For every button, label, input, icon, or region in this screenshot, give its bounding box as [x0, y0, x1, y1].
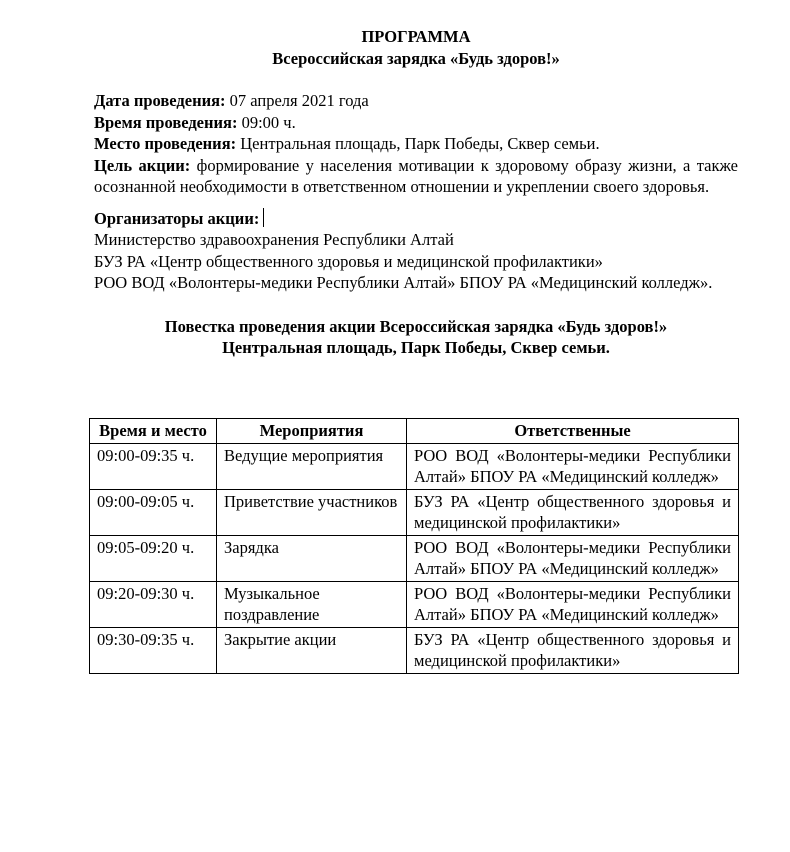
table-row — [90, 627, 739, 673]
time-line — [94, 112, 738, 134]
event-info — [94, 90, 738, 198]
document-subtitle: Всероссийская зарядка «Будь здоров!» — [272, 48, 560, 68]
time-value: 09:00 ч. — [237, 112, 296, 132]
agenda-heading — [94, 316, 738, 359]
row-event: Зарядка — [217, 535, 407, 581]
row-responsible: РОО ВОД «Волонтеры-медики Республики Алтай» БПОУ РА «Медицинский колледж» — [407, 535, 739, 581]
organizer-item: Министерство здравоохранения Республики Алтай — [94, 230, 454, 249]
row-responsible: БУЗ РА «Центр общественного здоровья и медицинской профилактики» — [407, 627, 739, 673]
row-time: 09:00-09:05 ч. — [90, 489, 217, 535]
row-event: Ведущие мероприятия — [217, 443, 407, 489]
goal-line — [94, 155, 738, 198]
table-row — [90, 535, 739, 581]
document-title: ПРОГРАММА — [361, 27, 471, 46]
row-event: Закрытие акции — [217, 627, 407, 673]
row-event: Приветствие участников — [217, 489, 407, 535]
date-label: Дата проведения: — [94, 91, 226, 110]
column-header-event: Мероприятия — [217, 419, 407, 444]
table-header-row — [90, 419, 739, 444]
goal-value: формирование у населения мотивации к здоровому образу жизни, а также осознанной необходимости в ответственном отношении и укреплении своего здоровья. — [94, 155, 738, 196]
row-time: 09:30-09:35 ч. — [90, 627, 217, 673]
goal-label: Цель акции: — [94, 155, 191, 175]
row-responsible: БУЗ РА «Центр общественного здоровья и медицинской профилактики» — [407, 489, 739, 535]
agenda-title-line-2: Центральная площадь, Парк Победы, Сквер семьи. — [222, 338, 610, 357]
text-cursor — [263, 208, 264, 227]
organizers-heading-line — [94, 208, 738, 230]
place-value: Центральная площадь, Парк Победы, Сквер семьи. — [236, 134, 600, 153]
organizer-item: РОО ВОД «Волонтеры-медики Республики Алтай» БПОУ РА «Медицинский колледж». — [94, 273, 713, 292]
row-responsible: РОО ВОД «Волонтеры-медики Республики Алтай» БПОУ РА «Медицинский колледж» — [407, 443, 739, 489]
table-row — [90, 443, 739, 489]
row-time: 09:20-09:30 ч. — [90, 581, 217, 627]
row-responsible: РОО ВОД «Волонтеры-медики Республики Алтай» БПОУ РА «Медицинский колледж» — [407, 581, 739, 627]
agenda-title-line-1: Повестка проведения акции Всероссийская зарядка «Будь здоров!» — [164, 316, 668, 336]
date-value: 07 апреля 2021 года — [225, 91, 369, 110]
place-line — [94, 133, 738, 155]
table-row — [90, 489, 739, 535]
date-line — [94, 90, 738, 112]
place-label: Место проведения: — [94, 134, 237, 153]
time-label: Время проведения: — [94, 112, 238, 132]
row-time: 09:05-09:20 ч. — [90, 535, 217, 581]
organizers-heading: Организаторы акции: — [94, 208, 260, 228]
column-header-responsible: Ответственные — [407, 419, 739, 444]
column-header-time: Время и место — [90, 419, 217, 444]
agenda-table — [89, 418, 739, 674]
row-event: Музыкальное поздравление — [217, 581, 407, 627]
organizer-item: БУЗ РА «Центр общественного здоровья и медицинской профилактики» — [94, 251, 603, 271]
document-page — [94, 26, 738, 359]
row-time: 09:00-09:35 ч. — [90, 443, 217, 489]
organizers-section — [94, 208, 738, 294]
table-row — [90, 581, 739, 627]
